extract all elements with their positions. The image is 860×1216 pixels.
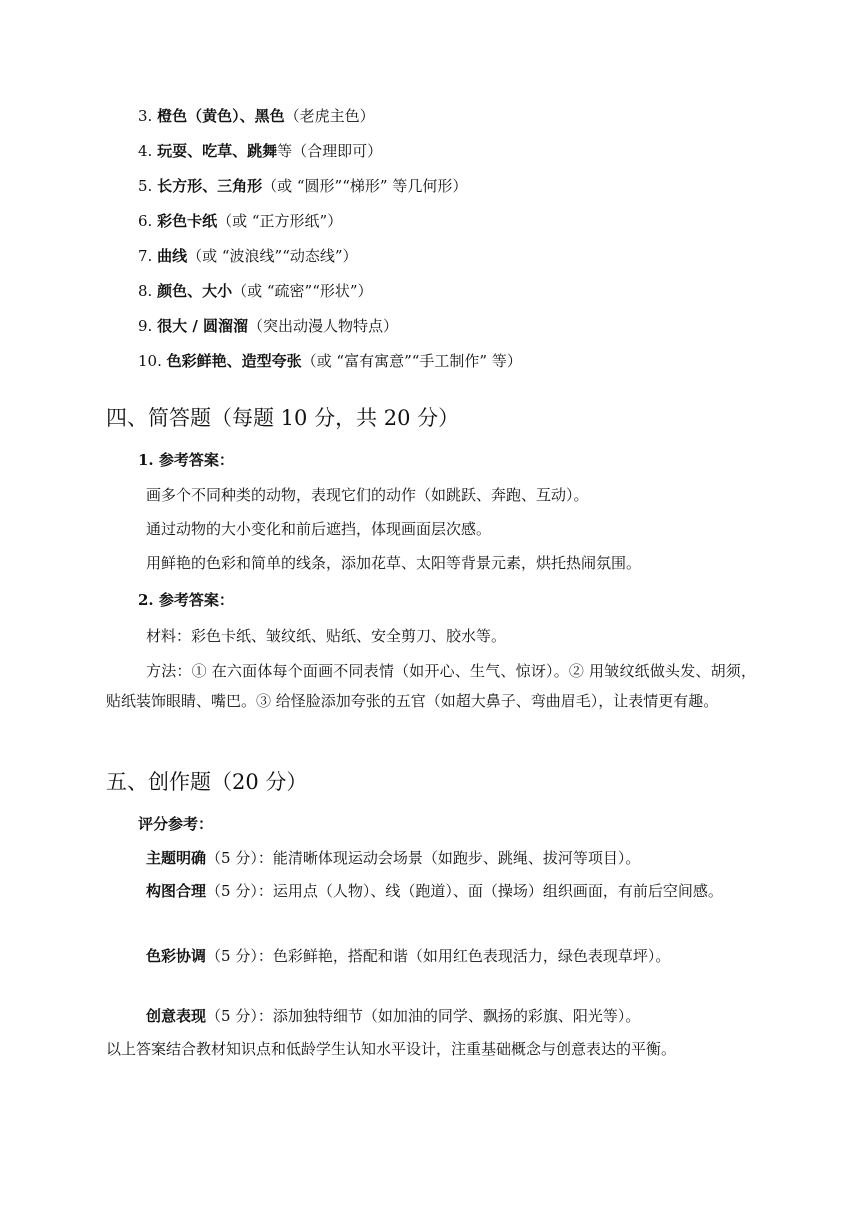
answer-number: 5. (138, 177, 153, 195)
answer-note: （老虎主色） (284, 107, 375, 125)
criterion-detail: （5 分）：色彩鲜艳，搭配和谐（如用红色表现活力，绿色表现草坪）。 (206, 947, 671, 965)
answer-number: 10. (138, 352, 162, 370)
answer-note: （或 “正方形纸”） (217, 212, 343, 230)
criterion-detail: （5 分）：运用点（人物）、线（跑道）、面（操场）组织画面，有前后空间感。 (206, 882, 723, 900)
answer-note: （或 “圆形”“梯形” 等几何形） (262, 177, 468, 195)
grading-label: 评分参考： (138, 815, 214, 833)
answer-key: 色彩鲜艳、造型夸张 (166, 352, 302, 370)
q2-method: 方法：① 在六面体每个面画不同表情（如开心、生气、惊讶）。② 用皱纹纸做头发、胡须，贴纸装饰眼睛、嘴巴。③ 给怪脸添加夸张的五官（如超大鼻子、弯曲眉毛），让表情更有趣。 (106, 662, 756, 710)
conclusion: 以上答案结合教材知识点和低龄学生认知水平设计，注重基础概念与创意表达的平衡。 (106, 1040, 677, 1058)
answer-number: 3. (138, 107, 153, 125)
criterion-name: 主题明确 (146, 849, 207, 867)
answer-number: 9. (138, 317, 153, 335)
grading-item-theme (146, 848, 640, 868)
answer-10 (138, 351, 522, 371)
answer-key: 玩耍、吃草、跳舞 (157, 142, 278, 160)
answer-9 (138, 316, 398, 336)
criterion-name: 构图合理 (146, 882, 207, 900)
q1-answer-line-3: 用鲜艳的色彩和简单的线条，添加花草、太阳等背景元素，烘托热闹氛围。 (146, 554, 642, 572)
q2-material: 材料：彩色卡纸、皱纹纸、贴纸、安全剪刀、胶水等。 (146, 627, 507, 645)
grading-item-composition (106, 876, 756, 906)
criterion-name: 创意表现 (146, 1007, 207, 1025)
section-5-heading: 五、创作题（20 分） (106, 770, 308, 794)
q2-label: 2. 参考答案： (138, 591, 234, 609)
answer-number: 8. (138, 282, 153, 300)
answer-6 (138, 211, 342, 231)
answer-number: 4. (138, 142, 153, 160)
answer-7 (138, 246, 358, 266)
grading-item-creativity (146, 1006, 640, 1026)
answer-key: 长方形、三角形 (157, 177, 263, 195)
answer-3 (138, 106, 375, 126)
criterion-name: 色彩协调 (146, 947, 207, 965)
answer-note: （突出动漫人物特点） (248, 317, 399, 335)
answer-key: 很大 / 圆溜溜 (157, 317, 249, 335)
answer-key: 曲线 (157, 247, 188, 265)
answer-note: （或 “波浪线”“动态线”） (187, 247, 358, 265)
q1-label: 1. 参考答案： (138, 451, 234, 469)
answer-4 (138, 141, 382, 161)
answer-number: 7. (138, 247, 153, 265)
answer-number: 6. (138, 212, 153, 230)
q1-answer-line-1: 画多个不同种类的动物，表现它们的动作（如跳跃、奔跑、互动）。 (146, 486, 589, 504)
section-4-heading: 四、简答题（每题 10 分，共 20 分） (106, 406, 460, 430)
answer-key: 橙色（黄色）、黑色 (157, 107, 285, 125)
answer-note: （或 “富有寓意”“手工制作” 等） (301, 352, 522, 370)
criterion-detail: （5 分）：添加独特细节（如加油的同学、飘扬的彩旗、阳光等）。 (206, 1007, 641, 1025)
answer-key: 颜色、大小 (157, 282, 233, 300)
q1-answer-line-2: 通过动物的大小变化和前后遮挡，体现画面层次感。 (146, 520, 492, 538)
answer-key: 彩色卡纸 (157, 212, 218, 230)
answer-5 (138, 176, 467, 196)
grading-item-color (146, 946, 670, 966)
answer-note: （或 “疏密”“形状”） (232, 282, 373, 300)
answer-note: 等（合理即可） (277, 142, 383, 160)
answer-8 (138, 281, 373, 301)
criterion-detail: （5 分）：能清晰体现运动会场景（如跑步、跳绳、拔河等项目）。 (206, 849, 641, 867)
